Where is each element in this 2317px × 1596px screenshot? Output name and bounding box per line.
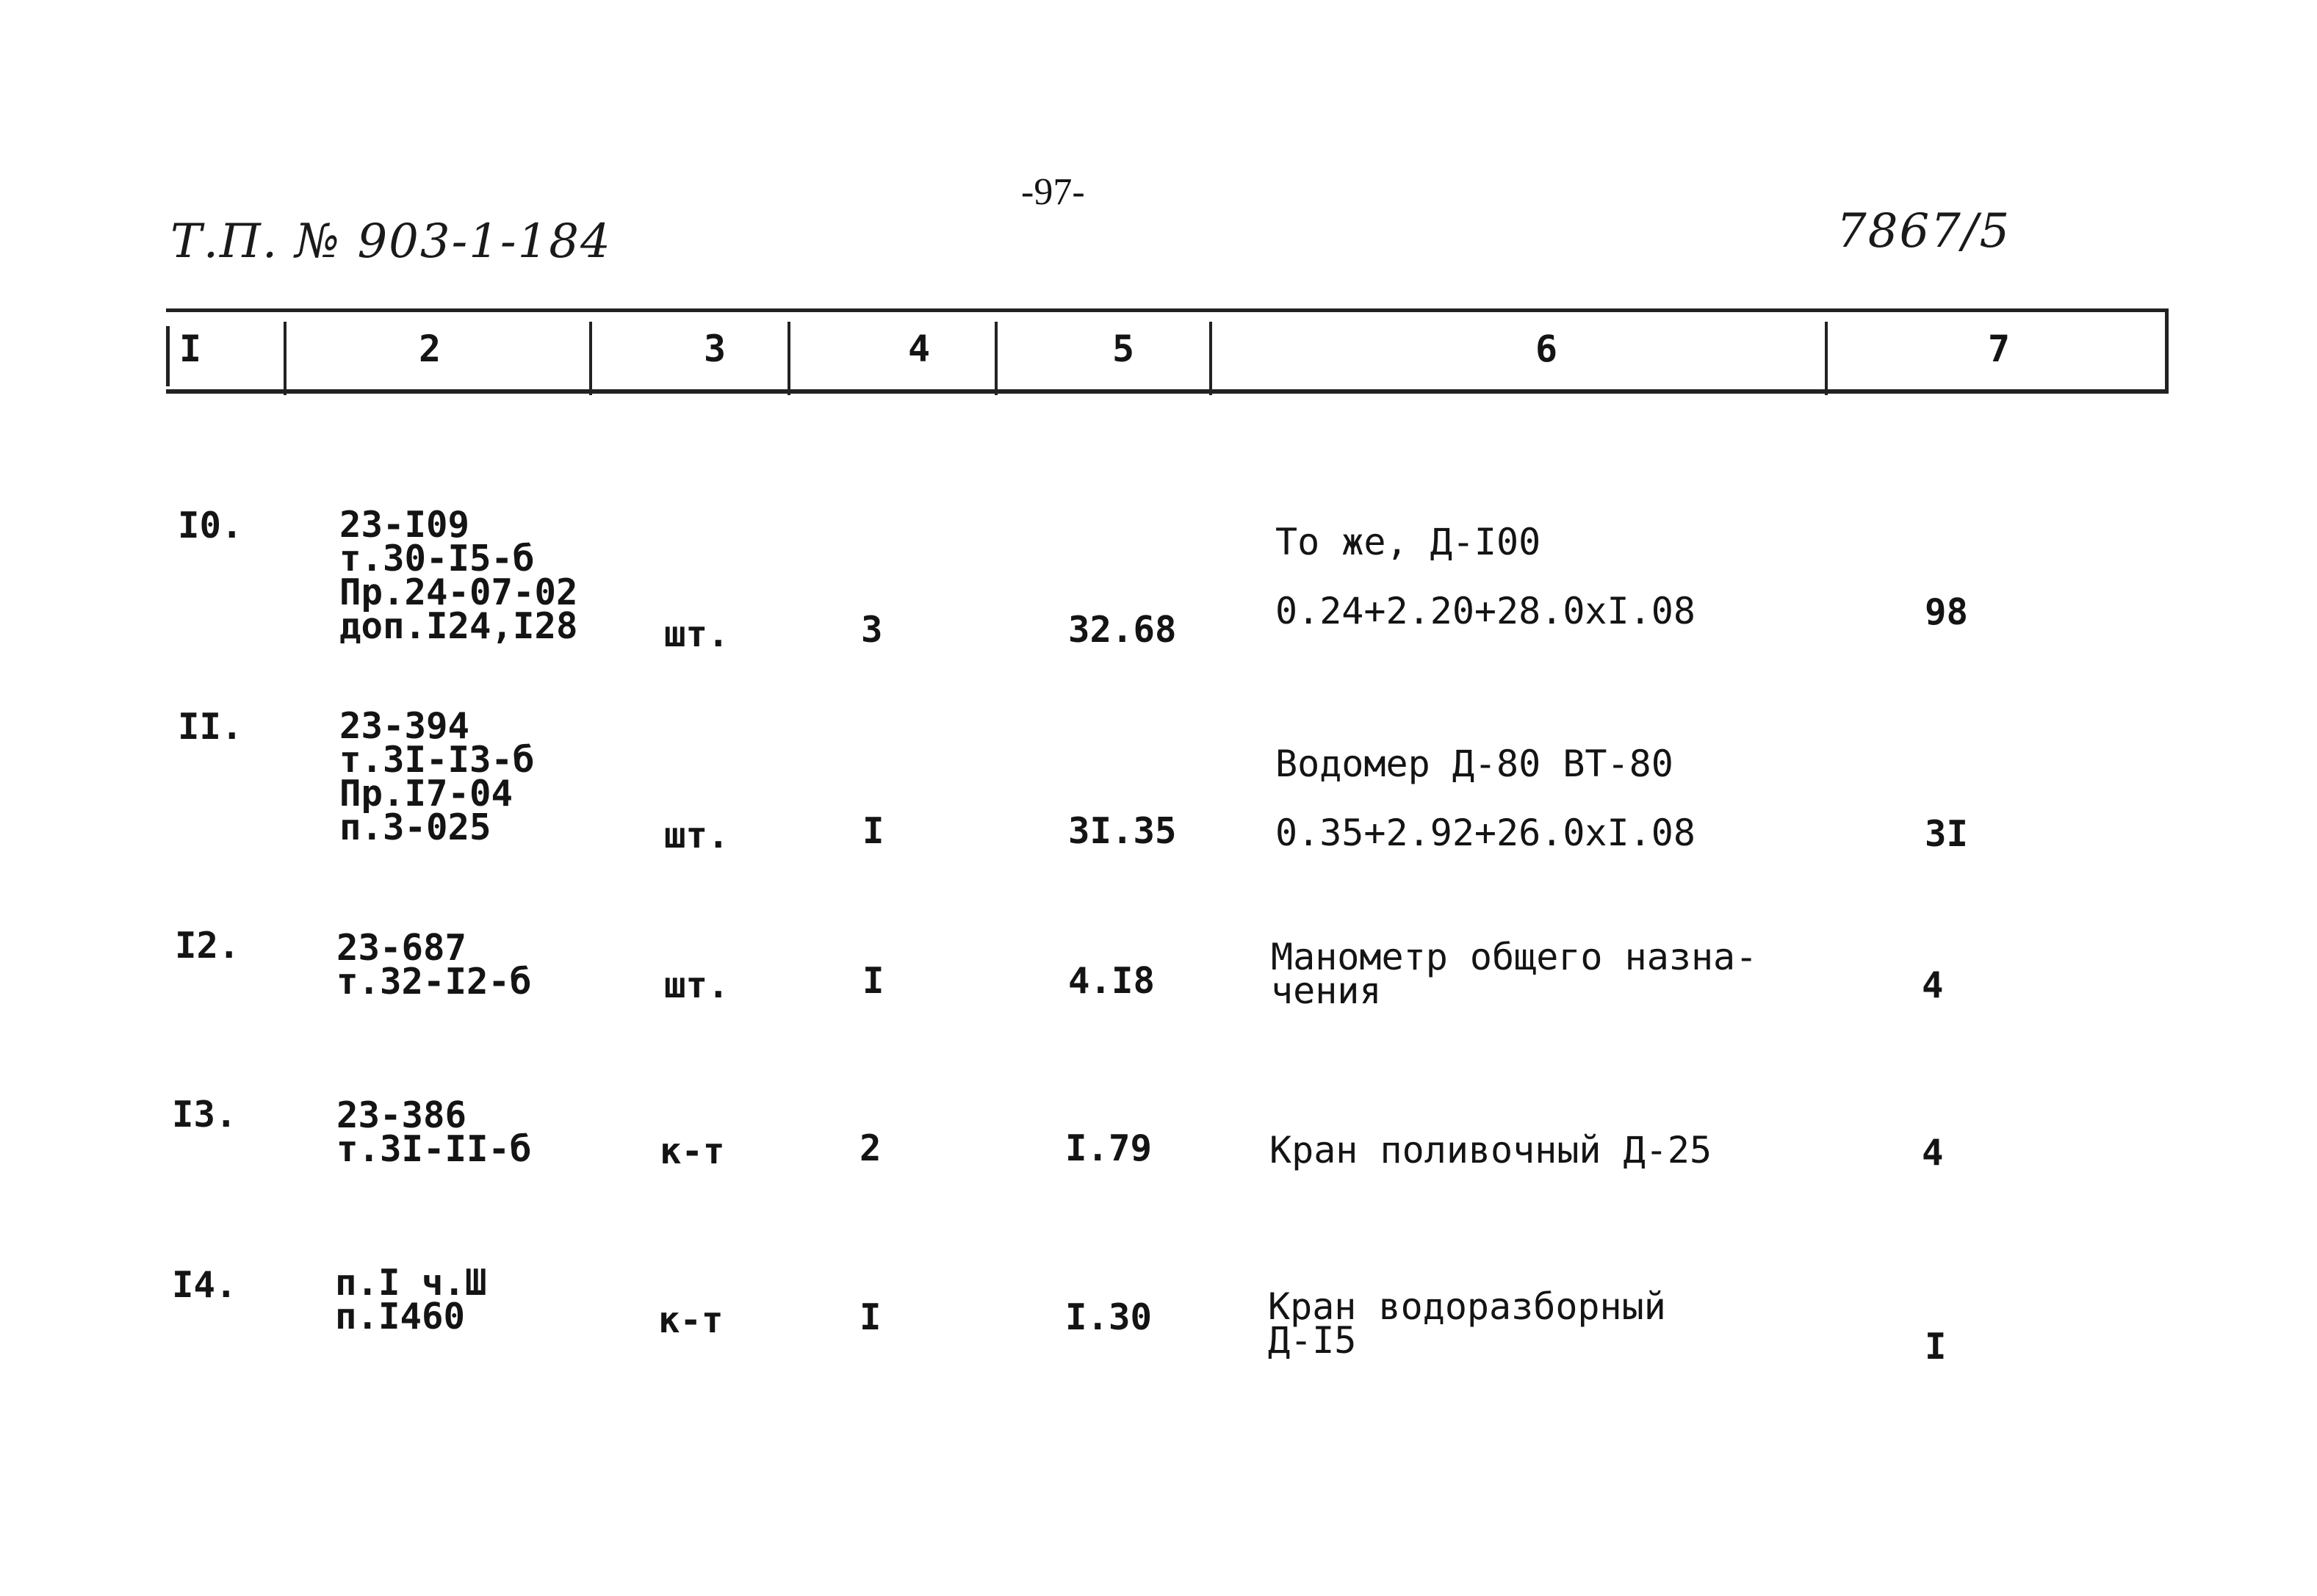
row-reference <box>335 1262 487 1337</box>
unit-price: I.30 <box>1065 1296 1153 1338</box>
row-number: I0. <box>178 505 243 546</box>
column-header-1: I <box>179 328 202 370</box>
quantity: 2 <box>860 1127 882 1169</box>
description: То же, Д-I00 <box>1275 521 1541 563</box>
formula: 0.24+2.20+28.0хI.08 <box>1275 590 1696 632</box>
row-reference <box>336 1094 532 1170</box>
column-divider <box>788 322 790 395</box>
unit-price: 4.I8 <box>1068 960 1156 1002</box>
row-number: I3. <box>172 1094 237 1135</box>
reference-line: п.3-025 <box>339 806 491 848</box>
column-divider <box>995 322 998 395</box>
total: 98 <box>1925 591 1969 633</box>
column-header-2: 2 <box>419 328 442 370</box>
reference-line: 23-386 <box>336 1094 467 1136</box>
row-reference <box>339 705 535 848</box>
reference-line: 23-687 <box>336 927 467 969</box>
unit-price: I.79 <box>1065 1127 1153 1169</box>
description <box>1271 936 1758 1012</box>
column-header-7: 7 <box>1988 328 2011 370</box>
formula: 0.35+2.92+26.0хI.08 <box>1275 812 1696 854</box>
total: I <box>1925 1326 1947 1368</box>
column-divider <box>1825 322 1828 395</box>
column-header-box <box>166 308 2169 394</box>
reference-line: т.32-I2-б <box>336 961 532 1003</box>
column-header-6: 6 <box>1535 328 1558 370</box>
description: Кран поливочный Д-25 <box>1269 1129 1712 1171</box>
description-line: Манометр общего назна- <box>1271 936 1758 978</box>
reference-line: Пр.24-07-02 <box>339 571 578 613</box>
description-line: Д-I5 <box>1268 1319 1357 1362</box>
reference-line: Пр.I7-04 <box>339 773 514 815</box>
column-divider <box>1209 322 1212 395</box>
project-code: Т.П. № 903-1-184 <box>170 214 612 269</box>
unit: шт. <box>664 964 729 1006</box>
quantity: I <box>862 810 884 852</box>
unit: шт. <box>664 815 729 856</box>
reference-line: п.I ч.Ш <box>335 1262 487 1304</box>
quantity: 3 <box>861 609 883 651</box>
unit: к-т <box>658 1299 724 1341</box>
row-number: I2. <box>175 925 240 967</box>
total: 4 <box>1922 964 1944 1006</box>
page-number: -97- <box>1021 171 1085 213</box>
unit-price: 3I.35 <box>1068 810 1177 852</box>
total: 4 <box>1922 1132 1944 1174</box>
row-reference <box>339 504 578 647</box>
description-line: Кран водоразборный <box>1268 1285 1666 1328</box>
reference-line: доп.I24,I28 <box>339 605 578 647</box>
row-reference <box>336 927 532 1003</box>
reference-line: т.30-I5-б <box>339 538 535 579</box>
sheet-code: 7867/5 <box>1837 204 2011 259</box>
quantity: I <box>860 1296 882 1338</box>
column-header-left-border <box>166 326 170 386</box>
column-divider <box>589 322 592 395</box>
reference-line: 23-I09 <box>339 504 470 546</box>
description: Водомер Д-80 ВТ-80 <box>1275 743 1673 785</box>
reference-line: 23-394 <box>339 705 470 747</box>
reference-line: т.3I-II-б <box>336 1128 532 1170</box>
unit-price: 32.68 <box>1068 609 1177 651</box>
row-number: II. <box>178 706 243 748</box>
description-line: чения <box>1271 969 1382 1012</box>
column-header-4: 4 <box>908 328 931 370</box>
quantity: I <box>862 960 884 1002</box>
column-header-3: 3 <box>704 328 727 370</box>
total: 3I <box>1925 813 1969 855</box>
row-number: I4. <box>172 1264 237 1306</box>
reference-line: п.I460 <box>335 1296 466 1337</box>
column-divider <box>284 322 287 395</box>
reference-line: т.3I-I3-б <box>339 739 535 781</box>
description <box>1268 1285 1666 1362</box>
unit: шт. <box>664 613 729 655</box>
column-header-5: 5 <box>1112 328 1135 370</box>
unit: к-т <box>660 1130 725 1172</box>
